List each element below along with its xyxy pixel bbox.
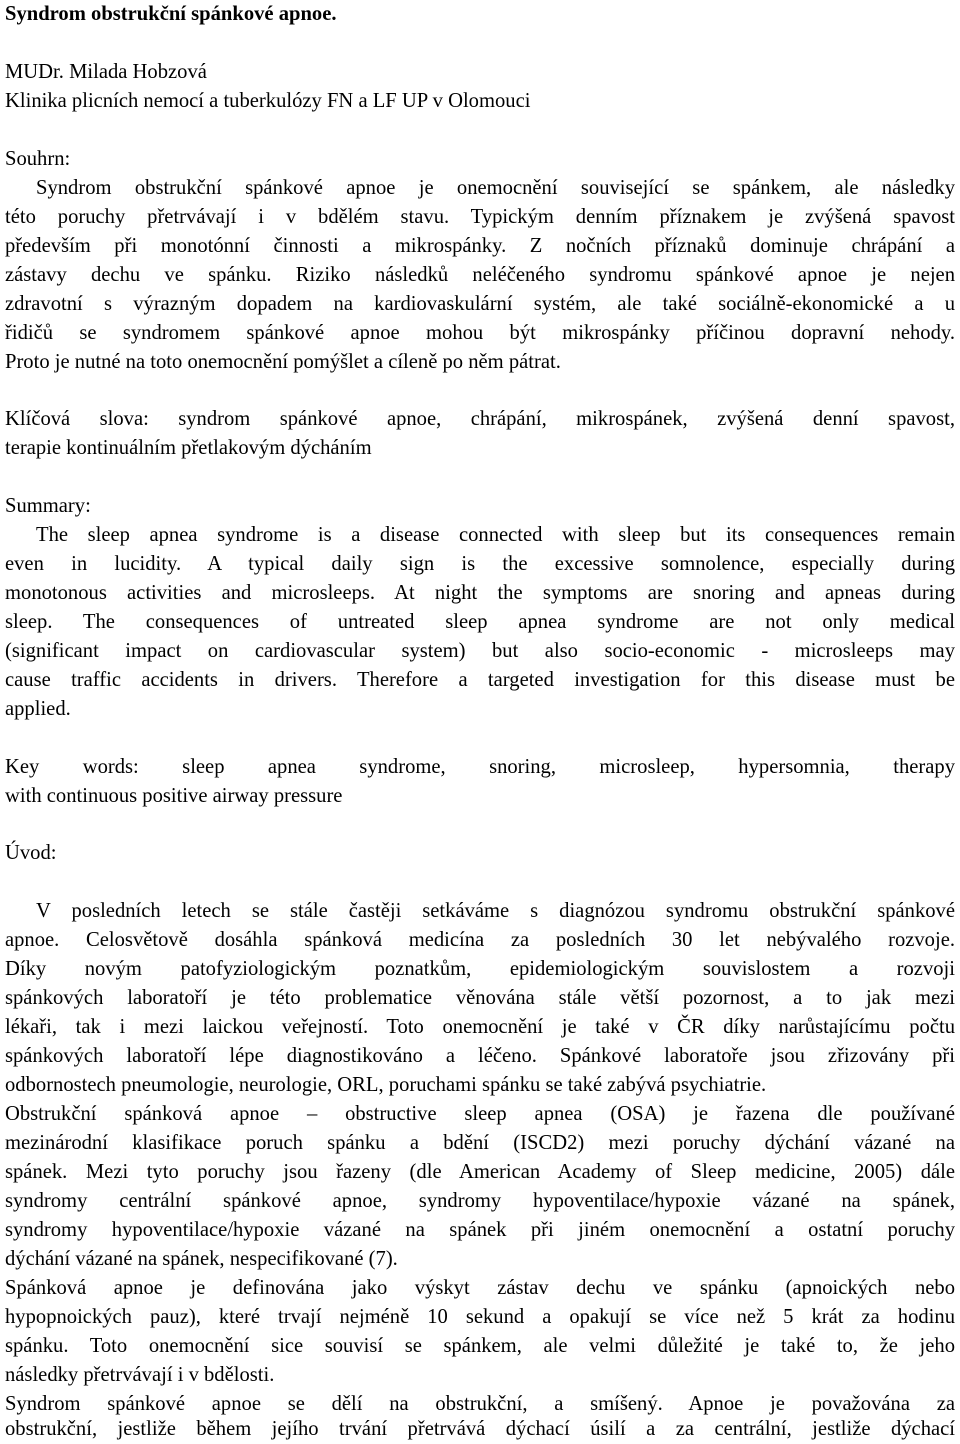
keywords-en-line: Key words: sleep apnea syndrome, snoring, microsleep, hypersomnia, therapy: [5, 756, 955, 778]
affiliation: Klinika plicních nemocí a tuberkulózy FN a LF UP v Olomouci: [5, 90, 531, 112]
keywords-cz-line: Klíčová slova: syndrom spánkové apnoe, chrápání, mikrospánek, zvýšená denní spavost,: [5, 408, 955, 430]
uvod-line: V posledních letech se stále častěji setkáváme s diagnózou syndromu obstrukční spánkové: [36, 900, 955, 922]
uvod-line: Syndrom spánkové apnoe se dělí na obstrukční, a smíšený. Apnoe je považována za: [5, 1393, 955, 1415]
uvod-heading: Úvod:: [5, 842, 57, 864]
summary-line: even in lucidity. A typical daily sign is the excessive somnolence, especially during: [5, 553, 955, 575]
uvod-line: spánku. Toto onemocnění sice souvisí se spánkem, ale velmi důležité je také to, že jeho: [5, 1335, 955, 1357]
uvod-line: mezinárodní klasifikace poruch spánku a bdění (ISCD2) mezi poruchy dýchání vázané na: [5, 1132, 955, 1154]
souhrn-line: zdravotní s výrazným dopadem na kardiovaskulární systém, ale také sociálně-ekonomické a u: [5, 293, 955, 315]
summary-line: (significant impact on cardiovascular system) but also socio-economic - microsleeps may: [5, 640, 955, 662]
summary-line: cause traffic accidents in drivers. Therefore a targeted investigation for this disease must be: [5, 669, 955, 691]
uvod-line: spánkových laboratoří lépe diagnostikováno a léčeno. Spánkové laboratoře jsou zřizovány při: [5, 1045, 955, 1067]
uvod-line: apnoe. Celosvětově dosáhla spánková medicína za posledních 30 let nebývalého rozvoje.: [5, 929, 955, 951]
uvod-line: Spánková apnoe je definována jako výskyt zástav dechu ve spánku (apnoických nebo: [5, 1277, 955, 1299]
uvod-line: syndromy centrální spánkové apnoe, syndromy hypoventilace/hypoxie vázané na spánek,: [5, 1190, 955, 1212]
summary-line: applied.: [5, 698, 71, 720]
summary-line: The sleep apnea syndrome is a disease connected with sleep but its consequences remain: [36, 524, 955, 546]
document-title: Syndrom obstrukční spánkové apnoe.: [5, 3, 337, 25]
souhrn-line: Syndrom obstrukční spánkové apnoe je onemocnění související se spánkem, ale následky: [36, 177, 955, 199]
author: MUDr. Milada Hobzová: [5, 61, 207, 83]
uvod-line: dýchání vázané na spánek, nespecifikované (7).: [5, 1248, 398, 1270]
keywords-cz-line: terapie kontinuálním přetlakovým dýcháním: [5, 437, 372, 459]
souhrn-line: této poruchy přetrvávají i v bdělém stavu. Typickým denním příznakem je zvýšená spavost: [5, 206, 955, 228]
uvod-line: odbornostech pneumologie, neurologie, ORL, poruchami spánku se také zabývá psychiatrie.: [5, 1074, 767, 1096]
uvod-line: spánek. Mezi tyto poruchy jsou řazeny (dle American Academy of Sleep medicine, 2005) dále: [5, 1161, 955, 1183]
summary-line: monotonous activities and microsleeps. At night the symptoms are snoring and apneas during: [5, 582, 955, 604]
souhrn-line: Proto je nutné na toto onemocnění pomýšlet a cíleně po něm pátrat.: [5, 351, 561, 373]
uvod-line: spánkových laboratoří je této problematice věnována stále větší pozornost, a to jak mezi: [5, 987, 955, 1009]
uvod-line: Díky novým patofyziologickým poznatkům, epidemiologickým souvislostem a rozvoji: [5, 958, 955, 980]
keywords-en-line: with continuous positive airway pressure: [5, 785, 343, 807]
summary-line: sleep. The consequences of untreated sleep apnea syndrome are not only medical: [5, 611, 955, 633]
uvod-line: Obstrukční spánková apnoe – obstructive sleep apnea (OSA) je řazena dle používané: [5, 1103, 955, 1125]
souhrn-line: především při monotónní činnosti a mikrospánky. Z nočních příznaků dominuje chrápání a: [5, 235, 955, 257]
uvod-line: následky přetrvávají i v bdělosti.: [5, 1364, 275, 1386]
summary-heading: Summary:: [5, 495, 91, 517]
uvod-line: hypopnoických pauz), které trvají nejméně 10 sekund a opakují se více než 5 krát za hodinu: [5, 1306, 955, 1328]
uvod-line: obstrukční, jestliže během jejího trvání přetrvává dýchací úsilí a za centrální, jestliže dýchací: [5, 1418, 955, 1440]
uvod-line: lékaři, tak i mezi laickou veřejností. Toto onemocnění je také v ČR díky narůstajícímu počtu: [5, 1016, 955, 1038]
souhrn-line: řidičů se syndromem spánkové apnoe mohou být mikrospánky příčinou dopravní nehody.: [5, 322, 955, 344]
souhrn-line: zástavy dechu ve spánku. Riziko následků neléčeného syndromu spánkové apnoe je nejen: [5, 264, 955, 286]
souhrn-heading: Souhrn:: [5, 148, 71, 170]
uvod-line: syndromy hypoventilace/hypoxie vázané na spánek při jiném onemocnění a ostatní poruchy: [5, 1219, 955, 1241]
